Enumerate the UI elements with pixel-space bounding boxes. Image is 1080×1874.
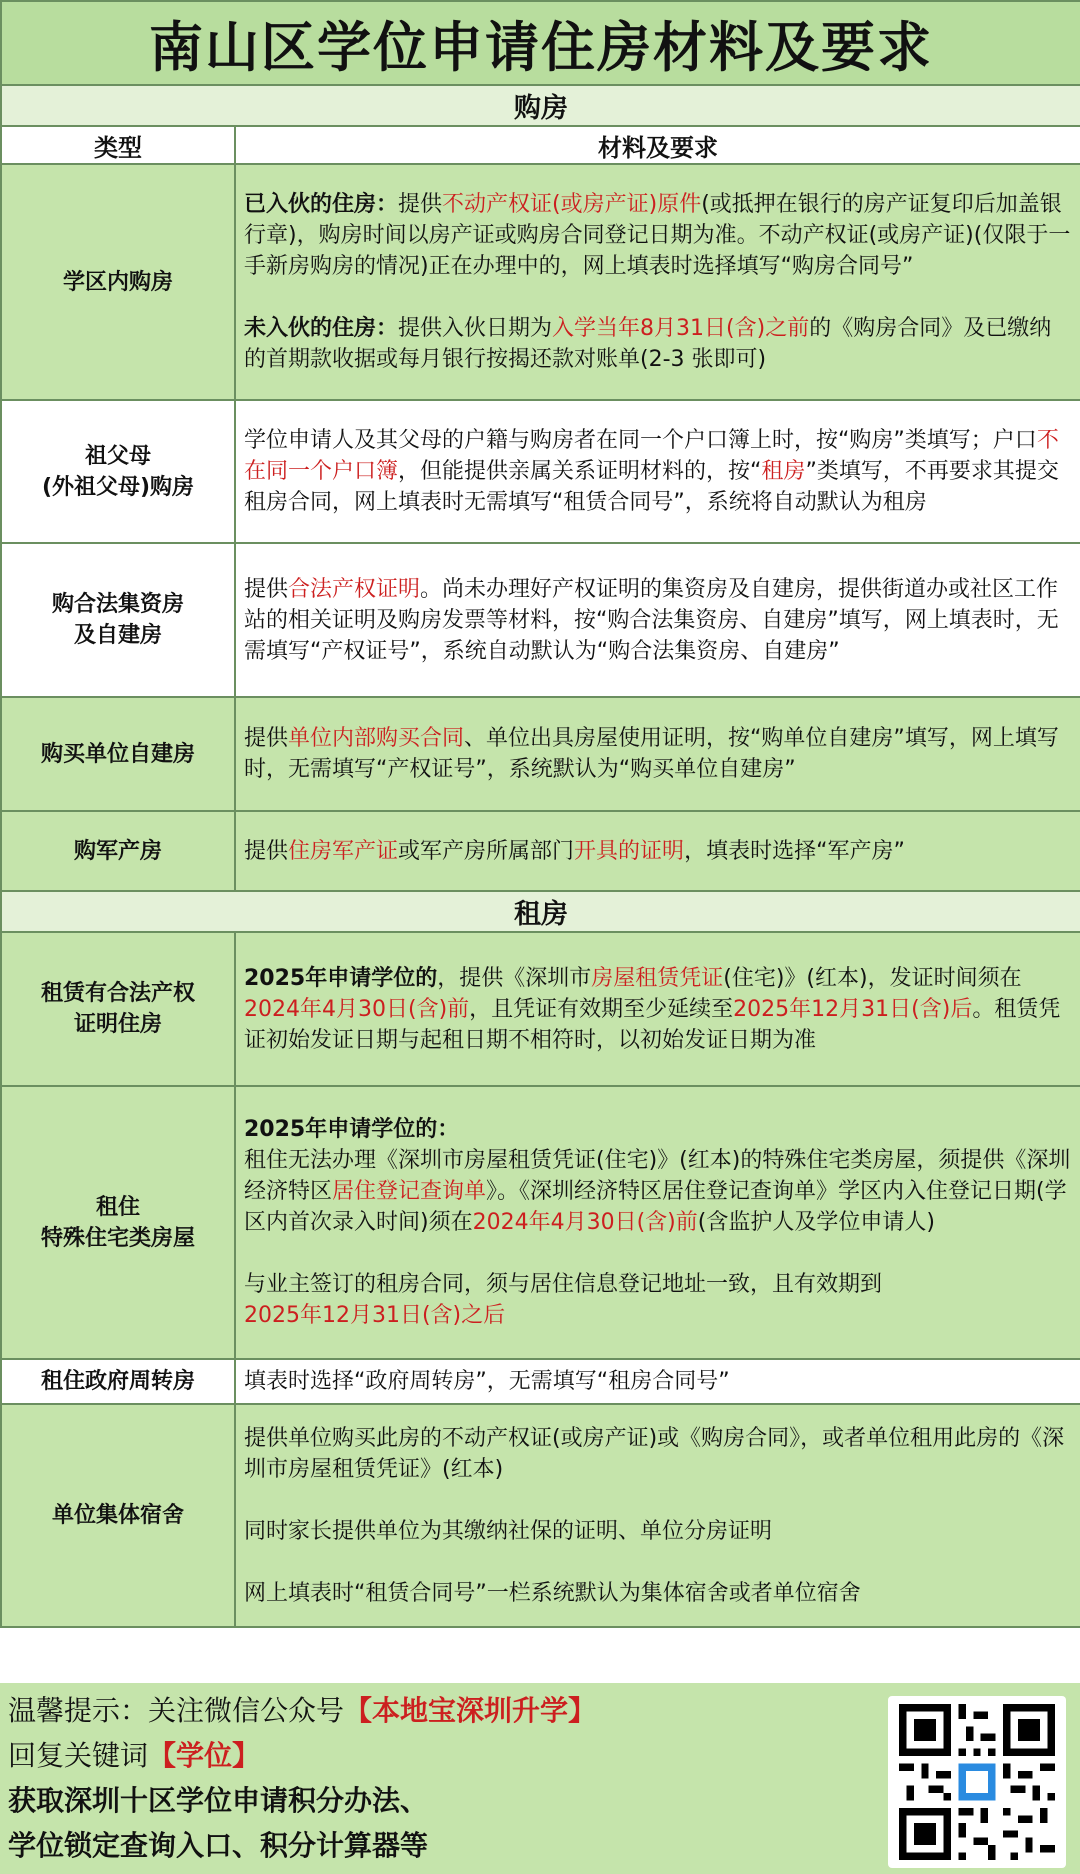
footer-tip [0, 1683, 1080, 1874]
table-row [1, 697, 1080, 811]
row-requirements [235, 400, 1080, 543]
highlight-text: 【本地宝深圳升学】 [344, 1694, 597, 1727]
text-run: ，填表时选择“军产房” [684, 838, 905, 864]
highlight-text: 开具的证明 [574, 838, 685, 864]
row-type [1, 543, 235, 697]
table-row [1, 1359, 1080, 1404]
text-run: 。尚未办理好产权证明的集资房及自建房，提供街道办或社区工作站的相关证明及购房发票等材料，按“购合法集资房、自建房”填写，网上填表时，无需填写“产权证号”，系统自动默认为“购合法集资房、自建房” [244, 576, 1059, 664]
paragraph: 同时家长提供单位为其缴纳社保的证明、单位分房证明 [244, 1518, 773, 1544]
row-requirements: 填表时选择“政府周转房”，无需填写“租房合同号” [235, 1359, 1080, 1404]
type-line: (外祖父母)购房 [41, 474, 195, 500]
text-run: 、单位出具房屋使用证明，按“购单位自建房”填写，网上填写时，无需填写“产权证号”，系统默认为“购买单位自建房” [244, 726, 1059, 782]
table-row [1, 811, 1080, 891]
text-run: 温馨提示：关注微信公众号 [8, 1694, 345, 1727]
paragraph: 提供单位购买此房的不动产权证(或房产证)或《购房合同》，或者单位租用此房的《深圳市房屋租赁凭证》(红本) [244, 1425, 1065, 1482]
paragraph [244, 1114, 1072, 1238]
table-row [1, 400, 1080, 543]
row-type [1, 932, 235, 1086]
highlight-text: 不在同一个户口簿 [244, 428, 1059, 484]
row-type: 租住政府周转房 [1, 1359, 235, 1404]
text-run: 》。《深圳经济特区居住登记查询单》学区内入住登记日期(学区内首次录入时间)须在 [244, 1179, 1067, 1235]
highlight-text: 2024年4月30日(含)前 [472, 1210, 698, 1235]
row-requirements [235, 697, 1080, 811]
text-run: 租住无法办理《深圳市房屋租赁凭证(住宅)》(红本)的特殊住宅类房屋，须提供《深圳经济特区 [244, 1148, 1071, 1204]
row-type: 购买单位自建房 [1, 697, 235, 811]
bold-lead: 未入伙的住房： [244, 316, 399, 341]
paragraph [244, 1269, 1072, 1331]
row-requirements [235, 164, 1080, 400]
row-type: 学区内购房 [1, 164, 235, 400]
type-line: 祖父母 [84, 443, 151, 469]
highlight-text: 租房 [761, 459, 806, 484]
highlight-text: 入学当年8月31日(含)之前 [552, 316, 810, 341]
type-line: 租赁有合法产权 [40, 981, 195, 1006]
text-run: 的《购房合同》及已缴纳的首期款收据或每月银行按揭还款对账单(2-3 张即可) [244, 316, 1052, 372]
row-requirements [235, 543, 1080, 697]
highlight-text: 住房军产证 [288, 838, 399, 864]
text-run: 提供 [244, 726, 289, 751]
row-type: 购军产房 [1, 811, 235, 891]
row-requirements [235, 811, 1080, 891]
highlight-text: 单位内部购买合同 [288, 726, 465, 751]
highlight-text: 2024年4月30日(含)前 [244, 996, 470, 1022]
qr-code-icon [898, 1704, 1056, 1860]
qr-code [888, 1696, 1066, 1868]
table-row [1, 1404, 1080, 1627]
row-type [1, 1086, 235, 1359]
paragraph [244, 189, 1072, 282]
bold-lead: 2025年申请学位的： [244, 1117, 460, 1142]
text-run: (或抵押在银行的房产证复印后加盖银行章)，购房时间以房产证或购房合同登记日期为准。不动产权证(或房产证)(仅限于一手新房购房的情况)正在办理中的，网上填表时选择填写“购房合同号” [244, 192, 1071, 279]
footer-line [8, 1689, 596, 1729]
text-run: 提供 [244, 576, 289, 602]
row-requirements [235, 1086, 1080, 1359]
text-run: 或军产房所属部门 [398, 838, 575, 864]
footer-line: 学位锁定查询入口、积分计算器等 [8, 1829, 429, 1862]
type-line: 特殊住宅类房屋 [40, 1225, 195, 1251]
section-row-purchase [1, 85, 1080, 126]
table-row [1, 1086, 1080, 1359]
type-line: 及自建房 [73, 623, 162, 648]
title-row [1, 1, 1080, 85]
section-title-purchase: 购房 [1, 85, 1080, 126]
section-title-rent: 租房 [1, 891, 1080, 932]
table-row [1, 543, 1080, 697]
text-run: ，提供《深圳市 [437, 965, 592, 991]
column-header-requirements: 材料及要求 [235, 126, 1080, 164]
highlight-text: 不动产权证(或房产证)原件 [442, 192, 702, 217]
text-run: 与业主签订的租房合同，须与居住信息登记地址一致，且有效期到 [244, 1272, 883, 1297]
paragraph [244, 313, 1072, 375]
text-run: (住宅)》(红本)，发证时间须在 [723, 965, 1022, 991]
text-run: 提供 [398, 192, 443, 217]
bold-lead: 已入伙的住房： [244, 192, 399, 217]
highlight-text: 合法产权证明 [288, 576, 421, 602]
row-type [1, 400, 235, 543]
footer-line: 获取深圳十区学位申请积分办法、 [8, 1784, 429, 1817]
type-line: 租住 [95, 1194, 140, 1220]
page-title: 南山区学位申请住房材料及要求 [1, 1, 1080, 85]
footer-line [8, 1734, 260, 1774]
highlight-text: 【学位】 [148, 1739, 261, 1772]
text-run: ，且凭证有效期至少延续至 [469, 996, 734, 1022]
table-row [1, 164, 1080, 400]
text-run: 提供入伙日期为 [398, 316, 553, 341]
row-requirements [235, 1404, 1080, 1627]
highlight-text: 2025年12月31日(含)后 [733, 996, 973, 1022]
section-row-rent [1, 891, 1080, 932]
text-run: 回复关键词 [8, 1739, 149, 1772]
row-type: 单位集体宿舍 [1, 1404, 235, 1627]
column-header-type: 类型 [1, 126, 235, 164]
text-run: 学位申请人及其父母的户籍与购房者在同一个户口簿上时，按“购房”类填写；户口 [244, 428, 1037, 453]
highlight-text: 居住登记查询单 [332, 1179, 487, 1204]
table-row [1, 932, 1080, 1086]
paragraph: 网上填表时“租赁合同号”一栏系统默认为集体宿舍或者单位宿舍 [244, 1580, 861, 1606]
row-requirements [235, 932, 1080, 1086]
text-run: 提供 [244, 838, 289, 864]
highlight-text: 2025年12月31日(含)之后 [244, 1303, 506, 1328]
type-line: 购合法集资房 [51, 592, 184, 617]
bold-lead: 2025年申请学位的 [244, 965, 438, 991]
highlight-text: 房屋租赁凭证 [591, 965, 724, 991]
type-line: 证明住房 [73, 1012, 162, 1037]
text-run: ”类填写，不再要求其提交租房合同，网上填表时无需填写“租赁合同号”，系统将自动默认为租房 [244, 459, 1059, 515]
text-run: 。租赁凭证初始发证日期与起租日期不相符时，以初始发证日期为准 [244, 996, 1061, 1053]
text-run: ，但能提供亲属关系证明材料的，按“ [398, 459, 762, 484]
header-row [1, 126, 1080, 164]
text-run: (含监护人及学位申请人) [697, 1210, 935, 1235]
